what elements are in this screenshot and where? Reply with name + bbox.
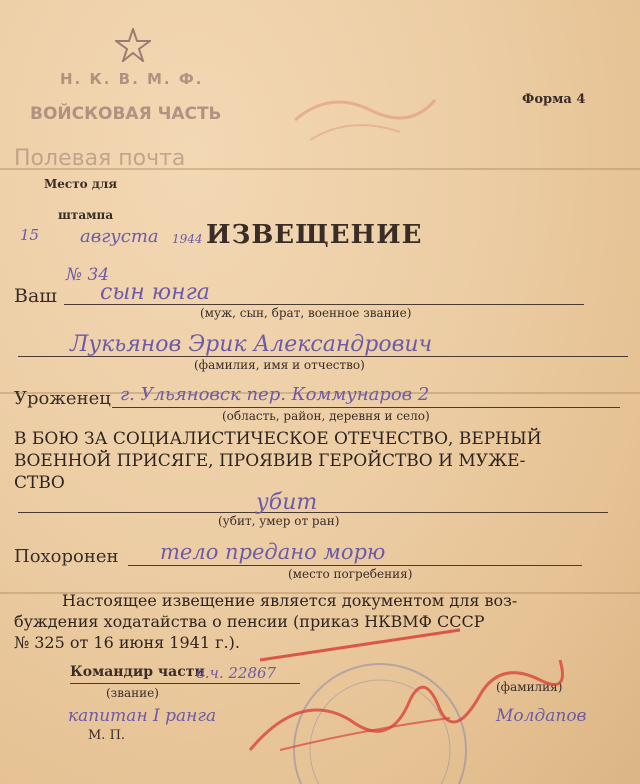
- commander-label: Командир части: [70, 664, 205, 680]
- pohoronen-label: Похоронен: [14, 546, 119, 567]
- surname-value: Молдапов: [496, 706, 587, 726]
- result-value: убит: [256, 490, 318, 515]
- notice-text: Настоящее извещение является документом для воз-: [62, 591, 518, 610]
- fill-line: [128, 565, 582, 566]
- page-title: ИЗВЕЩЕНИЕ: [206, 220, 423, 250]
- place-label: Место для: [44, 177, 118, 191]
- surname-caption: (фамилия): [496, 680, 563, 694]
- urozh-caption: (область, район, деревня и село): [222, 409, 430, 423]
- rank-value: капитан I ранга: [68, 706, 217, 726]
- seal-and-signature: [240, 600, 630, 784]
- rank-caption: (звание): [106, 686, 159, 700]
- red-stamp-mark: [290, 60, 440, 150]
- fill-line: [112, 407, 620, 408]
- pohoronen-caption: (место погребения): [288, 567, 413, 581]
- fio-value: Лукьянов Эрик Александрович: [70, 332, 433, 357]
- text-line: В БОЮ ЗА СОЦИАЛИСТИЧЕСКОЕ ОТЕЧЕСТВО, ВЕРНЫЙ: [14, 429, 542, 449]
- stamp-post: Полевая почта: [14, 146, 186, 171]
- urozh-value: г. Ульяновск пер. Коммунаров 2: [120, 384, 430, 405]
- date-day: 15: [20, 226, 40, 244]
- text-line: ВОЕННОЙ ПРИСЯГЕ, ПРОЯВИВ ГЕРОЙСТВО И МУЖЕ-: [14, 451, 526, 471]
- star-icon: [115, 28, 151, 62]
- stamp-org: Н. К. В. М. Ф.: [60, 70, 204, 88]
- commander-value: в.ч. 22867: [196, 664, 277, 682]
- date-month: августа: [80, 226, 159, 247]
- urozh-label: Уроженец: [14, 388, 111, 409]
- vash-value: сын юнга: [100, 280, 210, 305]
- result-caption: (убит, умер от ран): [218, 514, 340, 528]
- fio-caption: (фамилия, имя и отчество): [194, 358, 365, 372]
- vash-caption: (муж, сын, брат, военное звание): [200, 306, 412, 320]
- mp-label: М. П.: [88, 728, 126, 743]
- place-label: штампа: [58, 208, 114, 222]
- vash-label: Ваш: [14, 285, 57, 307]
- date-year: 1944: [172, 232, 203, 246]
- notice-number: № 34: [66, 265, 110, 285]
- notice-text: буждения ходатайства о пенсии (приказ НКВМФ СССР: [14, 612, 485, 631]
- form-number: Форма 4: [522, 92, 586, 107]
- text-line: СТВО: [14, 473, 65, 493]
- stamp-unit: ВОЙСКОВАЯ ЧАСТЬ: [30, 104, 222, 124]
- pohoronen-value: тело предано морю: [160, 540, 386, 564]
- notice-text: № 325 от 16 июня 1941 г.).: [14, 633, 240, 652]
